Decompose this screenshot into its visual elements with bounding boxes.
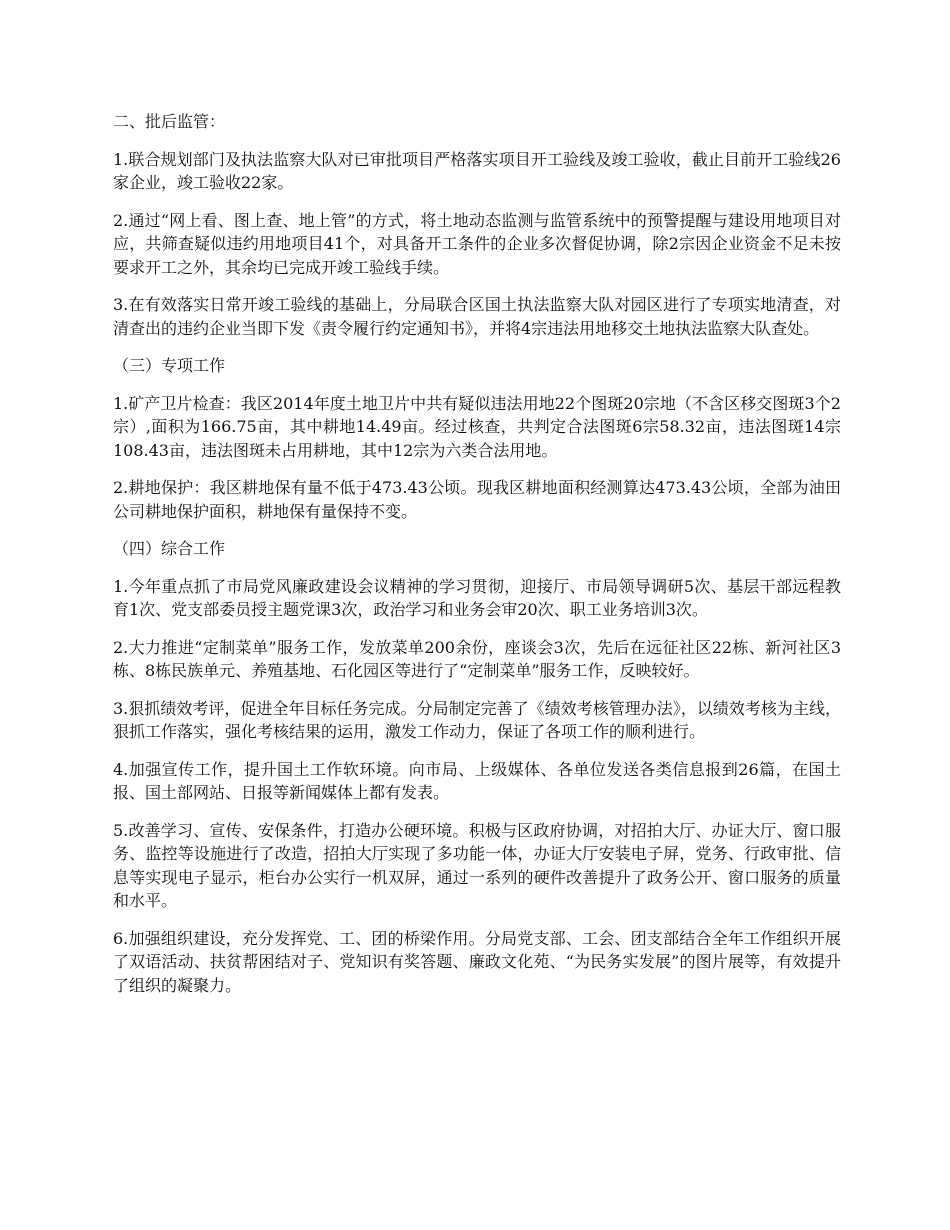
paragraph: 1.矿产卫片检查：我区2014年度土地卫片中共有疑似违法用地22个图斑20宗地（不含区移交图斑3个2宗）,面积为166.75亩，其中耕地14.49亩。经过核查，共判定合法图斑6宗58.32亩，违法图斑14宗108.43亩，违法图斑未占用耕地，其中12宗为六类合法用地。 <box>113 393 841 460</box>
paragraph: 1.联合规划部门及执法监察大队对已审批项目严格落实项目开工验线及竣工验收，截止目前开工验线26家企业，竣工验收22家。 <box>113 149 841 192</box>
section-heading: 二、批后监管： <box>113 112 226 131</box>
paragraph: 3.狠抓绩效考评，促进全年目标任务完成。分局制定完善了《绩效考核管理办法》，以绩效考核为主线，狠抓工作落实，强化考核结果的运用，激发工作动力，保证了各项工作的顺利进行。 <box>113 698 841 741</box>
section-special-work <box>113 354 841 523</box>
paragraph: 4.加强宣传工作，提升国土工作软环境。向市局、上级媒体、各单位发送各类信息报到26篇，在国土报、国土部网站、日报等新闻媒体上都有发表。 <box>113 759 841 802</box>
paragraph: 2.耕地保护：我区耕地保有量不低于473.43公顷。现我区耕地面积经测算达473.43公顷，全部为油田公司耕地保护面积，耕地保有量保持不变。 <box>113 478 841 521</box>
paragraph: 1.今年重点抓了市局党风廉政建设会议精神的学习贯彻，迎接厅、市局领导调研5次、基层干部远程教育1次、党支部委员授主题党课3次，政治学习和业务会审20次、职工业务培训3次。 <box>113 576 841 619</box>
section-heading: （三）专项工作 <box>113 356 226 375</box>
document-body <box>113 110 841 1011</box>
paragraph: 3.在有效落实日常开竣工验线的基础上，分局联合区国土执法监察大队对园区进行了专项实地清查，对清查出的违约企业当即下发《责令履行约定通知书》，并将4宗违法用地移交土地执法监察大队查处。 <box>113 295 841 338</box>
paragraph: 6.加强组织建设，充分发挥党、工、团的桥梁作用。分局党支部、工会、团支部结合全年工作组织开展了双语活动、扶贫帮困结对子、党知识有奖答题、廉政文化苑、“为民务实发展”的图片展等，有效提升了组织的凝聚力。 <box>113 928 841 995</box>
section-post-approval <box>113 110 841 340</box>
paragraph: 2.大力推进“定制菜单”服务工作，发放菜单200余份，座谈会3次，先后在远征社区22栋、新河社区3栋、8栋民族单元、养殖基地、石化园区等进行了“定制菜单”服务工作，反映较好。 <box>113 637 841 680</box>
paragraph: 2.通过“网上看、图上查、地上管”的方式，将土地动态监测与监管系统中的预警提醒与建设用地项目对应，共筛查疑似违约用地项目41个，对具备开工条件的企业多次督促协调，除2宗因企业资金不足未按要求开工之外，其余均已完成开竣工验线手续。 <box>113 210 841 277</box>
paragraph: 5.改善学习、宣传、安保条件，打造办公硬环境。积极与区政府协调，对招拍大厅、办证大厅、窗口服务、监控等设施进行了改造，招拍大厅实现了多功能一体，办证大厅安装电子屏，党务、行政审批、信息等实现电子显示，柜台办公实行一机双屏，通过一系列的硬件改善提升了政务公开、窗口服务的质量和水平。 <box>113 820 841 910</box>
section-general-work <box>113 537 841 997</box>
section-heading: （四）综合工作 <box>113 539 226 558</box>
